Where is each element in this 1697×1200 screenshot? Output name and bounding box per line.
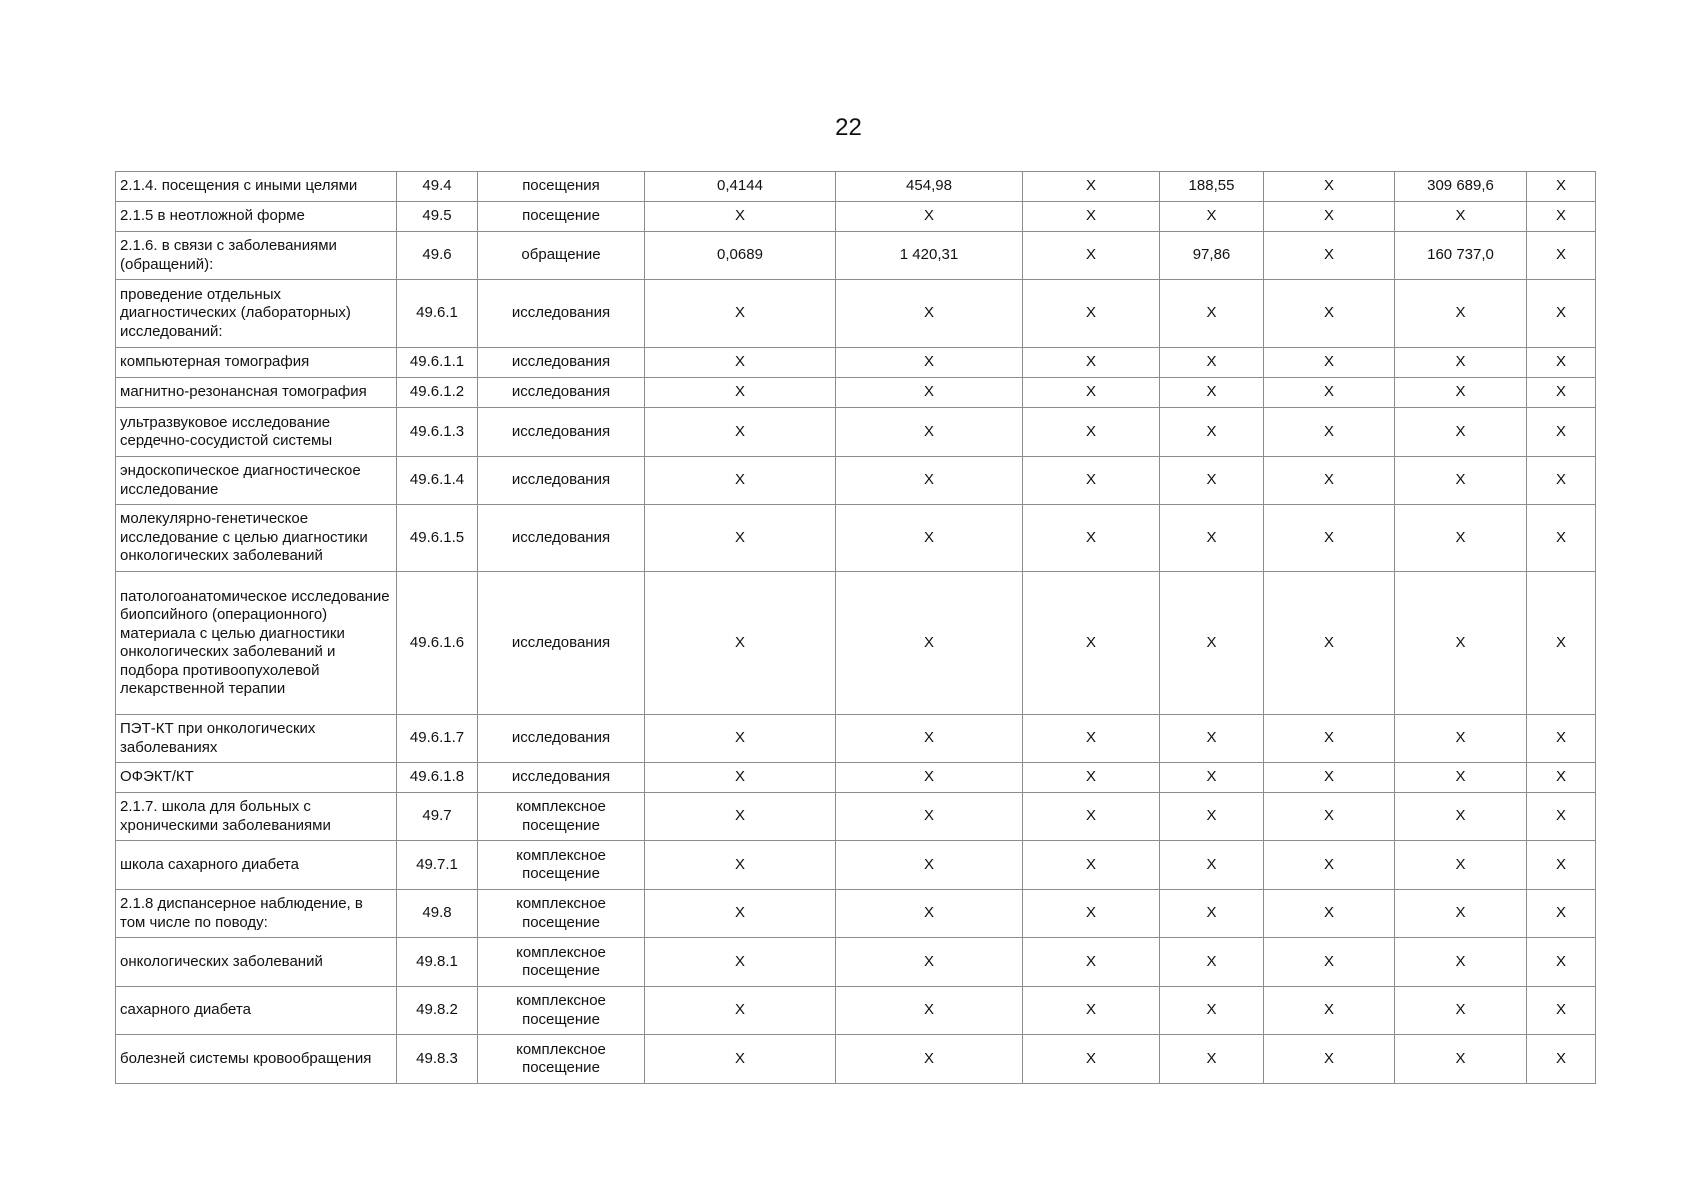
row-unit-cell: исследования	[478, 408, 645, 457]
table-row	[116, 938, 1596, 987]
row-code-cell: 49.4	[397, 172, 478, 202]
row-name-cell: сахарного диабета	[116, 987, 397, 1035]
row-value-cell: X	[1160, 280, 1264, 348]
row-value-cell: X	[645, 280, 836, 348]
table-row	[116, 378, 1596, 408]
row-value-cell: X	[1023, 890, 1160, 938]
row-value-cell: X	[1160, 202, 1264, 232]
row-name-cell: ПЭТ-КТ при онкологических заболеваниях	[116, 715, 397, 763]
row-value-cell: X	[1395, 715, 1527, 763]
row-value-cell: X	[1264, 572, 1395, 715]
row-value-cell: X	[1527, 172, 1596, 202]
row-value-cell: X	[1160, 938, 1264, 987]
row-value-cell: 454,98	[836, 172, 1023, 202]
row-code-cell: 49.6.1	[397, 280, 478, 348]
row-value-cell: X	[1527, 987, 1596, 1035]
row-value-cell: X	[1264, 890, 1395, 938]
row-value-cell: X	[1395, 202, 1527, 232]
row-unit-cell: исследования	[478, 572, 645, 715]
row-unit-cell: комплексное посещение	[478, 841, 645, 890]
row-value-cell: X	[1023, 1035, 1160, 1084]
row-value-cell: X	[836, 890, 1023, 938]
row-value-cell: X	[1395, 280, 1527, 348]
row-code-cell: 49.6.1.8	[397, 763, 478, 793]
row-unit-cell: исследования	[478, 505, 645, 572]
row-value-cell: X	[836, 572, 1023, 715]
row-value-cell: X	[1527, 378, 1596, 408]
row-value-cell: X	[645, 841, 836, 890]
row-value-cell: X	[836, 715, 1023, 763]
row-value-cell: X	[836, 1035, 1023, 1084]
row-unit-cell: комплексное посещение	[478, 987, 645, 1035]
row-value-cell: X	[1527, 841, 1596, 890]
row-value-cell: 0,4144	[645, 172, 836, 202]
table-row	[116, 841, 1596, 890]
row-value-cell: X	[1527, 1035, 1596, 1084]
row-value-cell: X	[1527, 715, 1596, 763]
row-code-cell: 49.8.3	[397, 1035, 478, 1084]
row-value-cell: X	[836, 348, 1023, 378]
row-value-cell: X	[1395, 841, 1527, 890]
table-row	[116, 348, 1596, 378]
row-name-cell: проведение отдельных диагностических (лабораторных) исследований:	[116, 280, 397, 348]
row-value-cell: X	[1160, 572, 1264, 715]
row-unit-cell: комплексное посещение	[478, 1035, 645, 1084]
row-value-cell: X	[1023, 505, 1160, 572]
table-body	[116, 172, 1596, 1084]
row-value-cell: X	[1023, 202, 1160, 232]
row-value-cell: X	[645, 348, 836, 378]
row-value-cell: X	[645, 763, 836, 793]
row-value-cell: X	[1527, 763, 1596, 793]
row-value-cell: X	[1395, 763, 1527, 793]
row-value-cell: 309 689,6	[1395, 172, 1527, 202]
data-table	[115, 171, 1596, 1084]
row-value-cell: X	[645, 202, 836, 232]
row-value-cell: X	[1023, 793, 1160, 841]
row-name-cell: 2.1.7. школа для больных с хроническими заболеваниями	[116, 793, 397, 841]
row-value-cell: X	[1264, 378, 1395, 408]
row-value-cell: X	[836, 987, 1023, 1035]
row-value-cell: X	[1023, 763, 1160, 793]
row-value-cell: X	[1023, 378, 1160, 408]
row-code-cell: 49.6.1.1	[397, 348, 478, 378]
row-value-cell: X	[1395, 987, 1527, 1035]
table-row	[116, 987, 1596, 1035]
row-value-cell: X	[1395, 505, 1527, 572]
row-value-cell: X	[1160, 408, 1264, 457]
row-value-cell: X	[1264, 172, 1395, 202]
row-value-cell: X	[1527, 505, 1596, 572]
row-unit-cell: комплексное посещение	[478, 793, 645, 841]
row-value-cell: X	[1160, 793, 1264, 841]
row-unit-cell: комплексное посещение	[478, 938, 645, 987]
row-value-cell: X	[1527, 202, 1596, 232]
row-value-cell: X	[1023, 987, 1160, 1035]
row-code-cell: 49.7.1	[397, 841, 478, 890]
row-value-cell: 188,55	[1160, 172, 1264, 202]
row-value-cell: X	[1264, 793, 1395, 841]
row-value-cell: X	[1160, 987, 1264, 1035]
row-value-cell: X	[1264, 715, 1395, 763]
row-value-cell: X	[1395, 890, 1527, 938]
row-code-cell: 49.6.1.7	[397, 715, 478, 763]
row-value-cell: X	[1023, 232, 1160, 280]
row-code-cell: 49.6.1.4	[397, 457, 478, 505]
row-value-cell: X	[1527, 348, 1596, 378]
row-value-cell: X	[645, 572, 836, 715]
row-value-cell: X	[1023, 348, 1160, 378]
row-name-cell: болезней системы кровообращения	[116, 1035, 397, 1084]
table-row	[116, 232, 1596, 280]
row-unit-cell: исследования	[478, 763, 645, 793]
row-value-cell: X	[1023, 715, 1160, 763]
row-value-cell: X	[645, 457, 836, 505]
row-name-cell: 2.1.4. посещения с иными целями	[116, 172, 397, 202]
row-value-cell: X	[1160, 890, 1264, 938]
row-name-cell: ОФЭКТ/КТ	[116, 763, 397, 793]
row-value-cell: X	[1264, 505, 1395, 572]
row-value-cell: X	[1264, 280, 1395, 348]
row-value-cell: X	[1023, 457, 1160, 505]
row-value-cell: X	[1395, 793, 1527, 841]
row-value-cell: X	[1264, 232, 1395, 280]
row-value-cell: X	[1160, 763, 1264, 793]
row-value-cell: X	[1264, 987, 1395, 1035]
row-value-cell: X	[1160, 1035, 1264, 1084]
row-value-cell: X	[1527, 938, 1596, 987]
row-code-cell: 49.6.1.5	[397, 505, 478, 572]
row-value-cell: X	[1023, 572, 1160, 715]
row-value-cell: X	[1395, 1035, 1527, 1084]
row-unit-cell: исследования	[478, 378, 645, 408]
row-value-cell: X	[645, 408, 836, 457]
row-value-cell: X	[1395, 457, 1527, 505]
table-row	[116, 763, 1596, 793]
row-value-cell: X	[836, 280, 1023, 348]
row-value-cell: 160 737,0	[1395, 232, 1527, 280]
row-value-cell: 97,86	[1160, 232, 1264, 280]
row-code-cell: 49.8	[397, 890, 478, 938]
table-row	[116, 457, 1596, 505]
row-value-cell: X	[1264, 348, 1395, 378]
row-unit-cell: обращение	[478, 232, 645, 280]
row-value-cell: X	[645, 1035, 836, 1084]
row-value-cell: X	[1264, 841, 1395, 890]
row-name-cell: магнитно-резонансная томография	[116, 378, 397, 408]
row-unit-cell: исследования	[478, 280, 645, 348]
table-row	[116, 408, 1596, 457]
row-value-cell: X	[1527, 793, 1596, 841]
table-row	[116, 172, 1596, 202]
row-value-cell: X	[836, 202, 1023, 232]
row-value-cell: X	[1023, 172, 1160, 202]
row-value-cell: X	[1023, 408, 1160, 457]
row-value-cell: X	[1527, 280, 1596, 348]
row-value-cell: X	[1160, 457, 1264, 505]
row-value-cell: X	[645, 793, 836, 841]
row-value-cell: X	[1395, 408, 1527, 457]
row-value-cell: X	[1023, 280, 1160, 348]
row-value-cell: X	[645, 505, 836, 572]
table-row	[116, 572, 1596, 715]
table-row	[116, 505, 1596, 572]
row-unit-cell: исследования	[478, 457, 645, 505]
row-code-cell: 49.8.1	[397, 938, 478, 987]
row-value-cell: X	[1527, 890, 1596, 938]
row-name-cell: эндоскопическое диагностическое исследование	[116, 457, 397, 505]
row-value-cell: X	[1264, 938, 1395, 987]
row-value-cell: X	[645, 938, 836, 987]
row-value-cell: X	[1023, 938, 1160, 987]
table-row	[116, 1035, 1596, 1084]
row-value-cell: X	[1395, 938, 1527, 987]
row-unit-cell: посещение	[478, 202, 645, 232]
row-value-cell: X	[1160, 378, 1264, 408]
row-value-cell: X	[645, 715, 836, 763]
row-value-cell: X	[1395, 348, 1527, 378]
row-value-cell: X	[1527, 457, 1596, 505]
row-value-cell: X	[836, 938, 1023, 987]
row-name-cell: патологоанатомическое исследование биопсийного (операционного) материала с целью диагностики онкологических заболеваний и подбора противоопухолевой лекарственной терапии	[116, 572, 397, 715]
table-row	[116, 280, 1596, 348]
row-value-cell: X	[836, 841, 1023, 890]
row-value-cell: X	[836, 408, 1023, 457]
row-name-cell: 2.1.8 диспансерное наблюдение, в том числе по поводу:	[116, 890, 397, 938]
row-value-cell: X	[836, 378, 1023, 408]
row-value-cell: X	[645, 987, 836, 1035]
row-value-cell: X	[1264, 408, 1395, 457]
row-value-cell: X	[645, 890, 836, 938]
row-value-cell: X	[1264, 202, 1395, 232]
row-value-cell: X	[836, 763, 1023, 793]
row-name-cell: ультразвуковое исследование сердечно-сосудистой системы	[116, 408, 397, 457]
table-row	[116, 793, 1596, 841]
row-code-cell: 49.6.1.3	[397, 408, 478, 457]
row-value-cell: X	[836, 457, 1023, 505]
row-value-cell: X	[1264, 1035, 1395, 1084]
row-value-cell: X	[836, 505, 1023, 572]
table-row	[116, 202, 1596, 232]
row-name-cell: онкологических заболеваний	[116, 938, 397, 987]
row-value-cell: X	[1395, 572, 1527, 715]
row-name-cell: школа сахарного диабета	[116, 841, 397, 890]
row-code-cell: 49.5	[397, 202, 478, 232]
row-unit-cell: посещения	[478, 172, 645, 202]
row-value-cell: X	[1160, 505, 1264, 572]
row-name-cell: 2.1.5 в неотложной форме	[116, 202, 397, 232]
row-unit-cell: исследования	[478, 348, 645, 378]
row-name-cell: 2.1.6. в связи с заболеваниями (обращений):	[116, 232, 397, 280]
row-value-cell: X	[1527, 408, 1596, 457]
row-code-cell: 49.8.2	[397, 987, 478, 1035]
page-number: 22	[835, 114, 862, 141]
row-unit-cell: исследования	[478, 715, 645, 763]
table-row	[116, 715, 1596, 763]
table-row	[116, 890, 1596, 938]
row-value-cell: X	[1527, 572, 1596, 715]
row-value-cell: X	[645, 378, 836, 408]
row-value-cell: X	[1395, 378, 1527, 408]
row-code-cell: 49.6.1.6	[397, 572, 478, 715]
row-code-cell: 49.6	[397, 232, 478, 280]
row-value-cell: X	[1527, 232, 1596, 280]
row-name-cell: молекулярно-генетическое исследование с целью диагностики онкологических заболеваний	[116, 505, 397, 572]
row-unit-cell: комплексное посещение	[478, 890, 645, 938]
row-name-cell: компьютерная томография	[116, 348, 397, 378]
row-value-cell: 0,0689	[645, 232, 836, 280]
row-value-cell: X	[1264, 763, 1395, 793]
row-code-cell: 49.7	[397, 793, 478, 841]
row-value-cell: X	[836, 793, 1023, 841]
row-value-cell: X	[1160, 715, 1264, 763]
row-value-cell: X	[1160, 348, 1264, 378]
row-value-cell: 1 420,31	[836, 232, 1023, 280]
row-value-cell: X	[1160, 841, 1264, 890]
row-value-cell: X	[1023, 841, 1160, 890]
row-code-cell: 49.6.1.2	[397, 378, 478, 408]
row-value-cell: X	[1264, 457, 1395, 505]
